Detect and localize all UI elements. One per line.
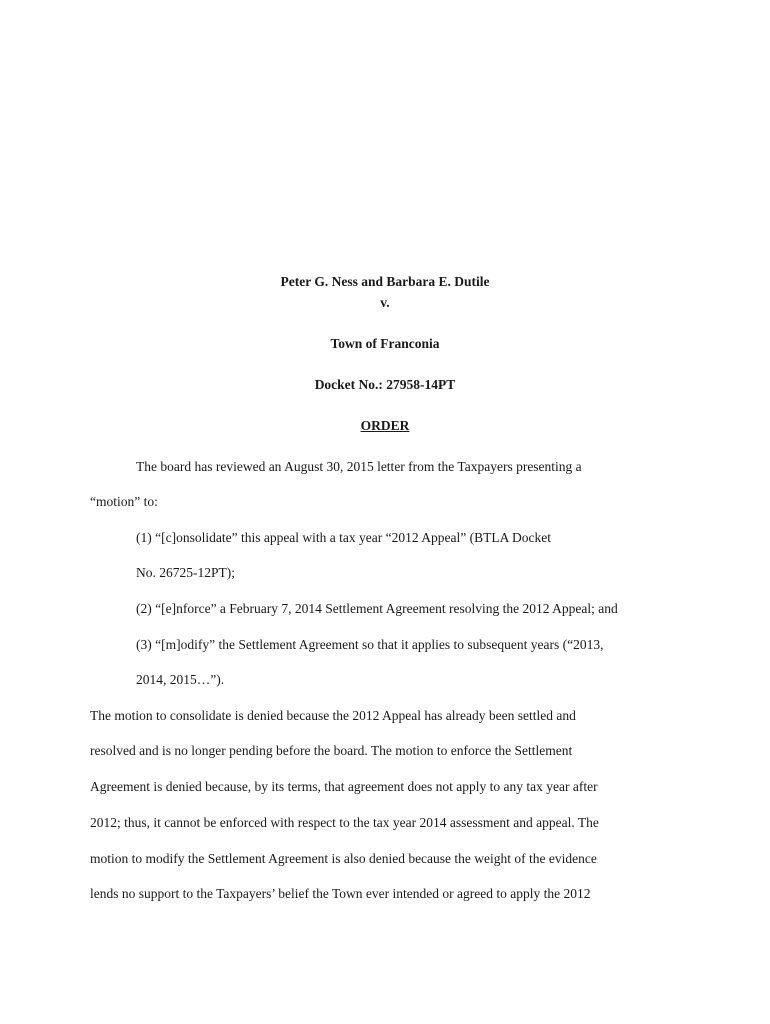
list-item-3-line-2: 2014, 2015…”).: [136, 672, 225, 687]
respondent-name: Town of Franconia: [330, 336, 440, 351]
body-line-5: motion to modify the Settlement Agreement is also denied because the weight of the evidence: [90, 851, 597, 866]
versus-label: v.: [380, 295, 390, 310]
body-line-1: The motion to consolidate is denied because the 2012 Appeal has already been settled and: [90, 708, 576, 723]
body-line-6: lends no support to the Taxpayers’ belief the Town ever intended or agreed to apply the 2012: [90, 886, 591, 901]
intro-line-1: The board has reviewed an August 30, 2015 letter from the Taxpayers presenting a: [136, 459, 582, 474]
list-item-1-line-2: No. 26725-12PT);: [136, 565, 235, 580]
body-line-3: Agreement is denied because, by its terms, that agreement does not apply to any tax year after: [90, 779, 598, 794]
list-item-3-line-1: (3) “[m]odify” the Settlement Agreement so that it applies to subsequent years (“2013,: [136, 637, 604, 652]
body-line-4: 2012; thus, it cannot be enforced with respect to the tax year 2014 assessment and appeal. The: [90, 815, 599, 830]
intro-line-2: “motion” to:: [90, 494, 158, 509]
list-item-1-line-1: (1) “[c]onsolidate” this appeal with a tax year “2012 Appeal” (BTLA Docket: [136, 530, 551, 545]
case-parties: Peter G. Ness and Barbara E. Dutile: [280, 274, 490, 289]
order-heading: ORDER: [360, 418, 410, 433]
docket-number: Docket No.: 27958-14PT: [314, 377, 456, 392]
list-item-2-line-1: (2) “[e]nforce” a February 7, 2014 Settlement Agreement resolving the 2012 Appeal; and: [136, 601, 618, 616]
body-line-2: resolved and is no longer pending before the board. The motion to enforce the Settlement: [90, 743, 573, 758]
